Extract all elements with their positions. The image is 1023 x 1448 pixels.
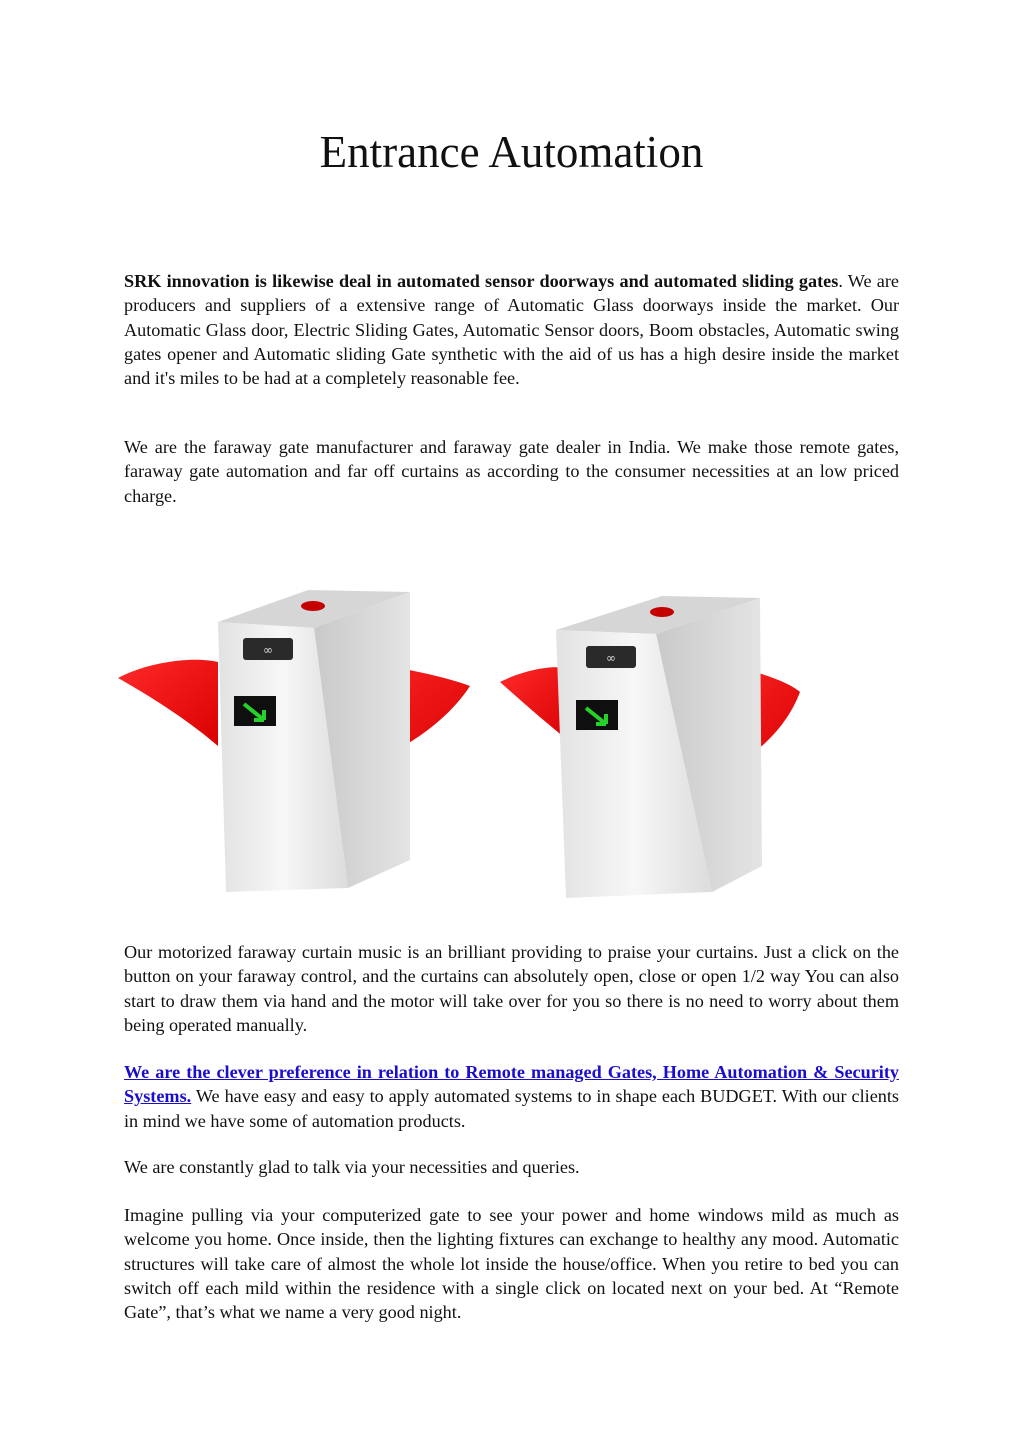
turnstile-right-icon <box>500 596 800 898</box>
svg-text:∞: ∞ <box>263 643 273 657</box>
page-title: Entrance Automation <box>319 127 704 177</box>
intro-bold-lead: SRK innovation is likewise deal in automated sensor doorways and automated sliding gates <box>124 271 839 291</box>
intro-rest: . We are producers and suppliers of a extensive range of Automatic Glass doorways inside the market. Our Automatic Glass door, Electric Sliding Gates, Automatic Sensor doors, Boom obstacles, Automatic swing gates opener and Automatic sliding Gate synthetic with the aid of us has a high desire inside the market and it's miles to be had at a completely reasonable fee. <box>124 271 899 389</box>
curtain-paragraph: Our motorized faraway curtain music is an brilliant providing to praise your curtains. Just a click on the button on your faraway control, and the curtains can absolutely open, close or open 1/2 way You can also start to draw them via hand and the motor will take over for you so there is no need to worry about them being operated manually. <box>124 942 899 1035</box>
preference-paragraph <box>124 1060 899 1133</box>
remote-gates-link[interactable]: We are the clever preference in relation to Remote managed Gates, Home Automation & Security Systems. <box>124 1062 899 1107</box>
intro-paragraph <box>124 269 899 390</box>
svg-text:∞: ∞ <box>606 651 616 665</box>
manufacturer-paragraph: We are the faraway gate manufacturer and faraway gate dealer in India. We make those remote gates, faraway gate automation and far off curtains as according to the consumer necessities at an low priced charge. <box>124 437 899 506</box>
turnstile-left-icon <box>118 590 470 892</box>
turnstile-image <box>118 570 918 910</box>
imagine-paragraph: Imagine pulling via your computerized gate to see your power and home windows mild as much as welcome you home. Once inside, then the lighting fixtures can exchange to healthy any mood. Automatic structures will take care of almost the whole lot inside the house/office. When you retire to bed you can switch off each mild within the residence with a single click on located next on your bed. At “Remote Gate”, that’s what we name a very good night. <box>124 1205 899 1323</box>
glad-paragraph: We are constantly glad to talk via your necessities and queries. <box>124 1157 580 1177</box>
preference-rest: We have easy and easy to apply automated systems to in shape each BUDGET. With our clients in mind we have some of automation products. <box>124 1086 899 1131</box>
